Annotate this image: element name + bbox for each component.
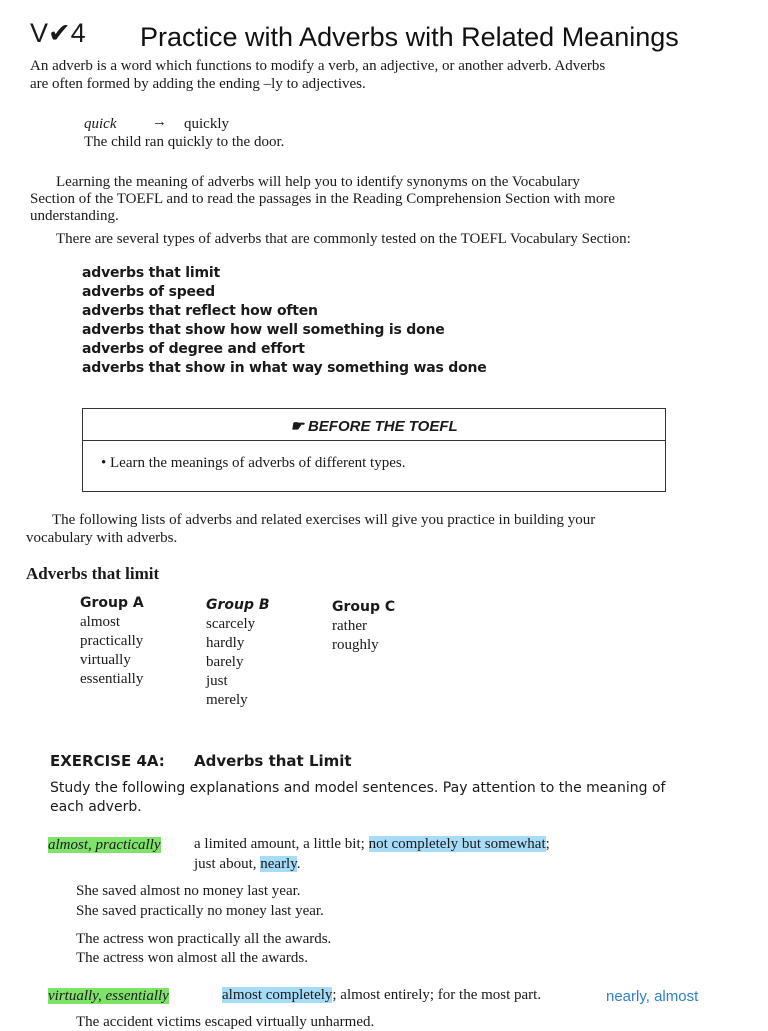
example-adverb: quickly bbox=[184, 116, 229, 132]
example-word: quick bbox=[84, 116, 117, 132]
exercise-title: Adverbs that Limit bbox=[194, 752, 352, 770]
entry1-def-c: ; bbox=[545, 836, 550, 852]
group-c-name: Group C bbox=[332, 599, 396, 615]
entry2-term-text: virtually, essentially bbox=[48, 988, 169, 1004]
model-sentence: The actress won practically all the awards. bbox=[76, 931, 332, 947]
group-a-word: practically bbox=[80, 633, 144, 649]
group-b-word: merely bbox=[206, 692, 248, 708]
page-title: Practice with Adverbs with Related Meanings bbox=[140, 22, 679, 52]
entry1-term bbox=[48, 837, 161, 854]
entry1-definition bbox=[194, 836, 550, 853]
entry1-def-b: not completely but somewhat bbox=[368, 836, 546, 852]
model-sentence: She saved practically no money last year. bbox=[76, 903, 324, 919]
entry2-def-b: ; almost entirely; for the most part. bbox=[332, 987, 542, 1003]
entry2-definition bbox=[222, 987, 541, 1004]
section-code: V✔4 bbox=[30, 18, 86, 48]
type-item: adverbs of speed bbox=[82, 284, 215, 300]
group-b-word: scarcely bbox=[206, 616, 256, 632]
intro-line-2: are often formed by adding the ending –ly to adjectives. bbox=[30, 76, 366, 92]
para3-line-1: The following lists of adverbs and related exercises will give you practice in building your bbox=[52, 512, 596, 528]
group-a-word: virtually bbox=[80, 652, 131, 668]
group-b-word: barely bbox=[206, 654, 244, 670]
before-toefl-box bbox=[82, 408, 666, 492]
group-b bbox=[206, 596, 270, 710]
exercise-label: EXERCISE 4A: bbox=[50, 752, 165, 770]
example-sentence: The child ran quickly to the door. bbox=[84, 134, 285, 150]
type-item: adverbs that reflect how often bbox=[82, 303, 318, 319]
para3-line-2: vocabulary with adverbs. bbox=[26, 530, 178, 546]
group-a-name: Group A bbox=[80, 595, 144, 611]
box-heading: ☛ BEFORE THE TOEFL bbox=[290, 418, 458, 435]
group-a-word: almost bbox=[80, 614, 120, 630]
entry1-def-e: nearly bbox=[260, 856, 297, 872]
group-c-word: roughly bbox=[332, 637, 379, 653]
para2-line-4: There are several types of adverbs that are commonly tested on the TOEFL Vocabulary Section: bbox=[56, 231, 631, 247]
type-item: adverbs that limit bbox=[82, 265, 220, 281]
arrow-icon: → bbox=[152, 114, 167, 130]
entry1-term-text: almost, practically bbox=[48, 837, 161, 853]
model-sentence: She saved almost no money last year. bbox=[76, 883, 301, 899]
group-c bbox=[332, 598, 395, 655]
entry1-def-a: a limited amount, a little bit; bbox=[194, 836, 369, 852]
entry1-definition-2 bbox=[194, 856, 301, 873]
model-sentence: The actress won almost all the awards. bbox=[76, 950, 309, 966]
type-item: adverbs that show in what way something was done bbox=[82, 360, 487, 376]
para2-line-1: Learning the meaning of adverbs will help you to identify synonyms on the Vocabulary bbox=[56, 174, 580, 190]
exercise-instr-1: Study the following explanations and model sentences. Pay attention to the meaning of bbox=[50, 780, 666, 796]
entry1-def-f: . bbox=[296, 856, 301, 872]
cut-off-sentence: The accident victims escaped virtually unharmed. bbox=[76, 1014, 375, 1030]
handwritten-note: nearly, almost bbox=[606, 988, 699, 1005]
group-b-word: hardly bbox=[206, 635, 245, 651]
group-b-name: Group B bbox=[206, 597, 270, 613]
group-a-word: essentially bbox=[80, 671, 144, 687]
group-c-word: rather bbox=[332, 618, 367, 634]
para2-line-3: understanding. bbox=[30, 208, 119, 224]
group-b-word: just bbox=[206, 673, 228, 689]
intro-line-1: An adverb is a word which functions to modify a verb, an adjective, or another adverb. Adverbs bbox=[30, 58, 606, 74]
box-bullet: • Learn the meanings of adverbs of different types. bbox=[101, 455, 406, 471]
type-item: adverbs that show how well something is done bbox=[82, 322, 445, 338]
exercise-instr-2: each adverb. bbox=[50, 799, 142, 815]
group-a bbox=[80, 594, 144, 689]
entry2-def-a: almost completely bbox=[222, 987, 333, 1003]
type-item: adverbs of degree and effort bbox=[82, 341, 305, 357]
limit-heading: Adverbs that limit bbox=[26, 564, 160, 583]
para2-line-2: Section of the TOEFL and to read the passages in the Reading Comprehension Section with more bbox=[30, 191, 616, 207]
entry1-def-d: just about, bbox=[194, 856, 261, 872]
entry2-term bbox=[48, 988, 169, 1005]
box-heading-row bbox=[83, 409, 665, 441]
